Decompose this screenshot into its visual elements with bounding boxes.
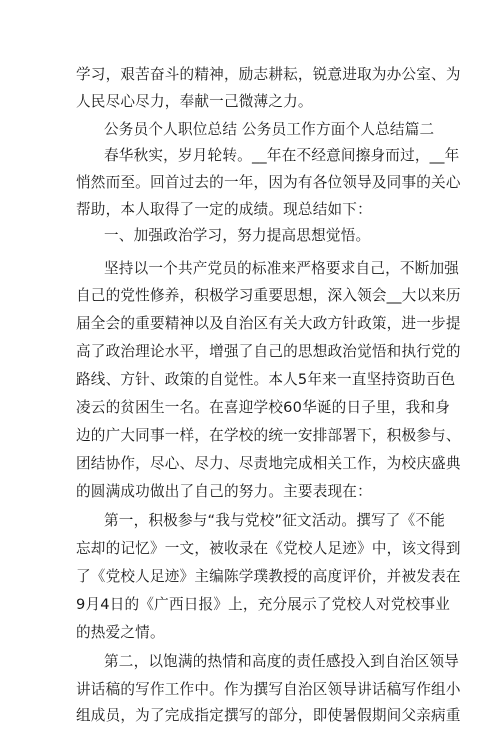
- body-text-line: 路线、方针、政策的自觉性。本人5年来一直坚持资助百色: [76, 371, 456, 388]
- body-text-line: 了《党校人足迹》主编陈学璞教授的高度评价，并被发表在: [76, 568, 461, 585]
- body-text-line: 坚持以一个共产党员的标准来严格要求自己，不断加强: [104, 260, 460, 277]
- body-text-line: 的圆满成功做出了自己的努力。主要表现在：: [76, 483, 372, 500]
- body-text-line: 高了政治理论水平，增强了自己的思想政治觉悟和执行党的: [76, 343, 461, 360]
- body-text-line: 9月4日的《广西日报》上，充分展示了党校人对党校事业: [76, 596, 451, 613]
- body-text-line: 悄然而至。回首过去的一年，因为有各位领导及同事的关心: [76, 174, 461, 191]
- body-text-line: 自己的党性修养，积极学习重要思想，深入领会__大以来历: [76, 287, 461, 304]
- body-text-line: 帮助，本人取得了一定的成绩。现总结如下：: [76, 201, 372, 218]
- body-text-line: 边的广大同事一样，在学校的统一安排部署下，积极参与、: [76, 427, 461, 444]
- body-text-line: 届全会的重要精神以及自治区有关大政方针政策，进一步提: [76, 315, 461, 332]
- body-text-line: 凌云的贫困生一名。在喜迎学校60华诞的日子里，我和身: [76, 399, 451, 416]
- body-text-line: 春华秋实，岁月轮转。__年在不经意间擦身而过，__年: [104, 147, 460, 164]
- body-text-line: 团结协作，尽心、尽力、尽责地完成相关工作，为校庆盛典: [76, 455, 461, 472]
- body-text-line: 讲话稿的写作工作中。作为撰写自治区领导讲话稿写作组小: [76, 681, 461, 698]
- body-text-line: 的热爱之情。: [76, 624, 165, 641]
- body-text-line: 学习，艰苦奋斗的精神，励志耕耘，锐意进取为办公室、为: [76, 66, 461, 83]
- body-text-line: 人民尽心尽力，奉献一己微薄之力。: [76, 93, 313, 110]
- body-text-line: 忘却的记忆》一文，被收录在《党校人足迹》中，该文得到: [76, 540, 461, 557]
- section-heading: 公务员个人职位总结 公务员工作方面个人总结篇二: [104, 121, 435, 138]
- body-text-line: 第二，以饱满的热情和高度的责任感投入到自治区领导: [104, 653, 460, 670]
- section-heading: 一、加强政治学习，努力提高思想觉悟。: [104, 227, 371, 244]
- body-text-line: 第一，积极参与“我与党校”征文活动。撰写了《不能: [104, 512, 445, 529]
- body-text-line: 组成员，为了完成指定撰写的部分，即使暑假期间父亲病重: [76, 707, 461, 724]
